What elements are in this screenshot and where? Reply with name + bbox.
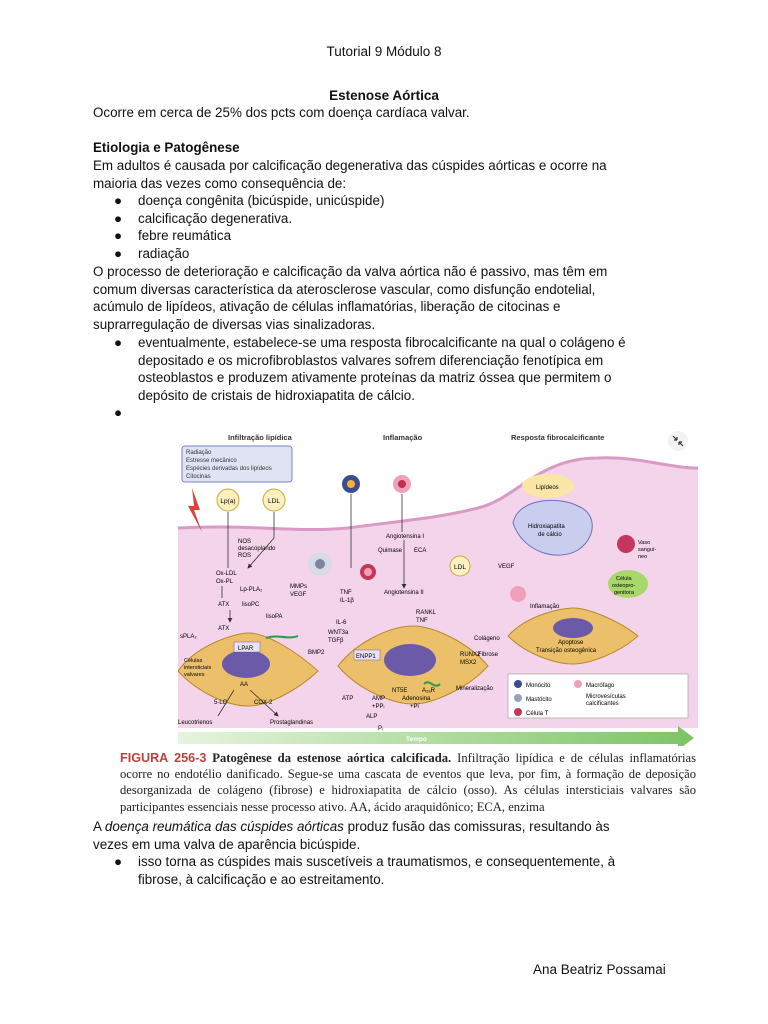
- causes-list: [93, 192, 663, 262]
- osteoprogenitor-cell: [608, 570, 648, 598]
- list-item: ● eventualmente, estabelece-se uma resposta fibrocalcificante na qual o colágeno é depositado e os microfibroblastos valvares sofrem diferenciação fenotípica em osteoblastos e produzem ativamente proteínas da matriz óssea que permitem o depósito de cristais de hidroxiapatita de cálcio.: [114, 335, 626, 403]
- svg-text:sPLA₂: sPLA₂: [180, 634, 197, 640]
- section-label: Resposta fibrocalcificante: [511, 433, 605, 442]
- document-title: Estenose Aórtica: [329, 88, 439, 103]
- svg-text:neo: neo: [638, 554, 648, 560]
- svg-text:A₂ₐR: A₂ₐR: [422, 688, 435, 694]
- svg-text:VEGF: VEGF: [290, 592, 307, 598]
- svg-text:Prostaglandinas: Prostaglandinas: [270, 720, 314, 726]
- svg-text:calcificantes: calcificantes: [586, 701, 619, 707]
- svg-text:Lipídeos: Lipídeos: [536, 485, 559, 491]
- bullet-icon: ●: [114, 405, 123, 421]
- svg-text:ATX: ATX: [218, 626, 230, 632]
- svg-text:Adenosina: Adenosina: [402, 696, 431, 702]
- svg-text:AMP: AMP: [372, 696, 386, 702]
- svg-text:ENPP1: ENPP1: [356, 654, 376, 660]
- bullet-icon: ●: [114, 335, 123, 350]
- bullet-icon: ●: [114, 193, 123, 208]
- svg-text:BMP2: BMP2: [308, 650, 325, 656]
- etiology-paragraph: Em adultos é causada por calcificação degenerativa das cúspides aórticas e ocorre na maioria das vezes como consequência de:: [93, 158, 607, 191]
- svg-text:desacoplando: desacoplando: [238, 546, 276, 552]
- svg-text:5-LO: 5-LO: [214, 700, 228, 706]
- svg-text:Lp-PLA₂: Lp-PLA₂: [240, 587, 263, 593]
- svg-text:AA: AA: [240, 682, 249, 688]
- svg-text:de cálcio: de cálcio: [538, 532, 562, 538]
- svg-text:ALP: ALP: [366, 714, 378, 720]
- intro-paragraph: Ocorre em cerca de 25% dos pcts com doença cardíaca valvar.: [93, 105, 470, 120]
- rheumatic-list: [93, 853, 663, 888]
- svg-text:NOS: NOS: [238, 539, 252, 545]
- svg-text:lisoPA: lisoPA: [266, 614, 283, 620]
- svg-text:Célula T: Célula T: [526, 711, 549, 717]
- list-item: ● doença congênita (bicúspide, unicúspide): [114, 193, 385, 208]
- process-paragraph: O processo de deterioração e calcificação da valva aórtica não é passivo, mas têm em comum diversas característica da aterosclerose vascular, como disfunção endotelial, acúmulo de lipídeos, ativação de células inflamatórias, liberação de citocinas e suprarregulação de diversas vias sinalizadoras.: [93, 264, 608, 332]
- svg-text:ROS: ROS: [238, 553, 252, 559]
- svg-text:Mastócito: Mastócito: [526, 697, 552, 703]
- svg-text:LDL: LDL: [268, 498, 280, 505]
- svg-text:Apoptose: Apoptose: [558, 640, 584, 646]
- svg-text:NT5E: NT5E: [392, 688, 408, 694]
- svg-text:Quimase: Quimase: [378, 548, 403, 554]
- svg-text:Monócito: Monócito: [526, 683, 551, 689]
- svg-text:COX-2: COX-2: [254, 700, 273, 706]
- rheumatic-paragraph: A doença reumática das cúspides aórticas produz fusão das comissuras, resultando às vezes em uma valva de aparência bicúspide.: [93, 819, 610, 852]
- figure-label: FIGURA 256-3: [120, 751, 207, 765]
- svg-text:MSX2: MSX2: [460, 660, 477, 666]
- svg-text:MMPs: MMPs: [290, 584, 307, 590]
- svg-text:Pᵢ: Pᵢ: [378, 726, 383, 732]
- svg-text:Vaso: Vaso: [638, 540, 651, 546]
- svg-text:Radiação: Radiação: [186, 450, 212, 456]
- caption-text: Infiltração lipídica e de células inflamatórias ocorre no endotélio danificado. Segue-se uma cascata de eventos que leva, por fim, à formação de deposição desorganizada de colágeno (fibrose) e hidroxiapatita de cálcio (osso). As células intersticiais valvares são participantes essenciais nesse processo ativo. AA, ácido araquidônico; ECA, enzima: [120, 751, 696, 814]
- svg-text:Transição osteogênica: Transição osteogênica: [536, 648, 597, 654]
- ldl-particle: [263, 489, 285, 511]
- svg-text:Citocinas: Citocinas: [186, 474, 211, 480]
- svg-text:TGFβ: TGFβ: [328, 638, 344, 644]
- svg-text:genitora: genitora: [614, 590, 634, 596]
- svg-text:Hidroxiapatita: Hidroxiapatita: [528, 524, 565, 530]
- svg-text:Colágeno: Colágeno: [474, 636, 500, 642]
- svg-text:Ox-LDL: Ox-LDL: [216, 571, 237, 577]
- svg-text:Células: Células: [184, 658, 203, 664]
- section-label: Inflamação: [383, 433, 423, 442]
- svg-text:Espécies derivadas dos lipídeo: Espécies derivadas dos lipídeos: [186, 466, 272, 472]
- svg-text:TNF: TNF: [340, 590, 352, 596]
- svg-text:TNF: TNF: [416, 618, 428, 624]
- bullet-icon: ●: [114, 245, 123, 261]
- svg-text:WNT3a: WNT3a: [328, 630, 349, 636]
- svg-text:RANKL: RANKL: [416, 610, 437, 616]
- monocyte-cell: [342, 475, 360, 493]
- svg-text:LDL: LDL: [454, 564, 466, 571]
- list-item: ● isso torna as cúspides mais suscetíveis a traumatismos, e consequentemente, à fibrose, à calcificação e ao estreitamento.: [114, 854, 616, 887]
- page-header: Tutorial 9 Módulo 8: [326, 44, 442, 59]
- section-heading: Etiologia e Patogênese: [93, 140, 240, 155]
- svg-text:Angiotensina II: Angiotensina II: [384, 590, 424, 596]
- lipid-deposit: [522, 474, 574, 498]
- svg-text:+PPᵢ: +PPᵢ: [372, 704, 385, 710]
- svg-text:Angiotensina I: Angiotensina I: [386, 534, 425, 540]
- pathogenesis-diagram: [178, 428, 698, 746]
- section-label: Infiltração lipídica: [228, 433, 292, 442]
- svg-text:Célula: Célula: [616, 576, 632, 582]
- page-footer: Ana Beatriz Possamai: [533, 962, 666, 977]
- svg-text:Microvesículas: Microvesículas: [586, 694, 626, 700]
- list-item: ● febre reumática: [114, 228, 232, 244]
- svg-text:LPAR: LPAR: [238, 646, 254, 652]
- svg-text:+Pi: +Pi: [410, 704, 419, 710]
- svg-text:intersticiais: intersticiais: [184, 665, 212, 671]
- svg-text:Ox-PL: Ox-PL: [216, 579, 234, 585]
- figure-title: Patogênese da estenose aórtica calcificada.: [212, 751, 452, 765]
- svg-text:Inflamação: Inflamação: [530, 604, 560, 610]
- t-cell: [360, 564, 376, 580]
- collapse-icon[interactable]: [668, 431, 688, 451]
- svg-text:osteopro-: osteopro-: [612, 583, 636, 589]
- list-item: ● calcificação degenerativa.: [114, 210, 293, 226]
- svg-text:ATP: ATP: [342, 696, 354, 702]
- svg-text:Estresse mecânico: Estresse mecânico: [186, 458, 237, 464]
- figure-legend: [508, 674, 688, 718]
- fibrocalcific-list: [93, 334, 663, 422]
- svg-text:Macrófago: Macrófago: [586, 683, 615, 689]
- macrophage-cell: [393, 475, 411, 493]
- figure-caption: [120, 750, 696, 816]
- svg-text:IL-6: IL-6: [336, 620, 347, 626]
- lpa-particle: [217, 489, 239, 511]
- svg-text:VEGF: VEGF: [498, 564, 515, 570]
- bullet-icon: ●: [114, 228, 123, 244]
- pathogenesis-figure: [178, 428, 698, 746]
- svg-text:ATX: ATX: [218, 602, 230, 608]
- list-item: ● radiação: [114, 245, 190, 261]
- svg-text:Tempo: Tempo: [406, 736, 427, 743]
- bullet-icon: ●: [114, 854, 123, 869]
- svg-text:lisoPC: lisoPC: [242, 602, 260, 608]
- svg-text:sanguí-: sanguí-: [638, 547, 657, 553]
- bullet-icon: ●: [114, 210, 123, 226]
- list-item: [93, 404, 663, 422]
- svg-text:Lp(a): Lp(a): [220, 498, 236, 505]
- risk-factors-box: [182, 446, 292, 482]
- svg-text:IL-1β: IL-1β: [340, 598, 354, 604]
- macrophage-cell: [510, 586, 526, 602]
- svg-text:Leucotrienos: Leucotrienos: [178, 720, 213, 726]
- svg-text:valvares: valvares: [184, 672, 205, 678]
- svg-text:Mineralização: Mineralização: [456, 686, 494, 692]
- svg-text:ECA: ECA: [414, 548, 427, 554]
- svg-text:Fibrose: Fibrose: [478, 652, 499, 658]
- ldl-particle: [450, 556, 470, 576]
- mast-cell: [308, 552, 332, 576]
- svg-text:RUNX2: RUNX2: [460, 652, 481, 658]
